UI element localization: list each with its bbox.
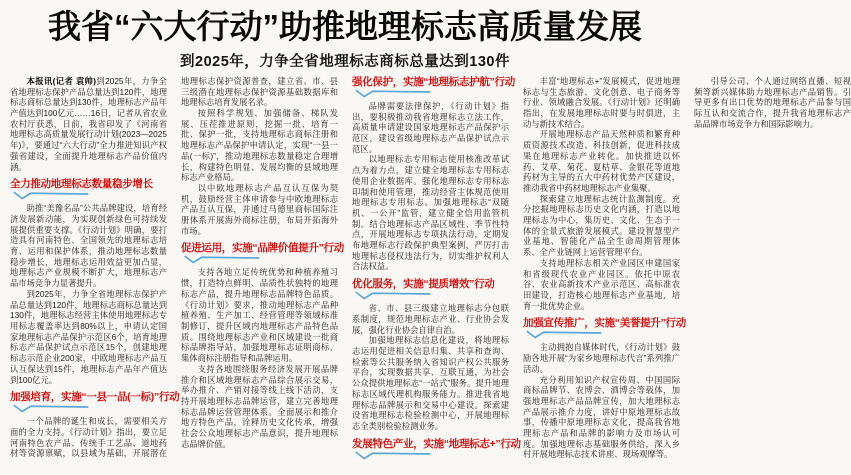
swoosh-icon: [12, 191, 90, 200]
paragraph: 加强地理标志信息化建设，将地理标志运用促进相关信息归集、共享和查询、检索等公共服务纳入省知识产权公共服务平台，实现数据共享、互联互通，为社会公众提供地理标志“一站式”服务。提升地理标志区域代理机构服务能力。推进我省地理标志品牌展示和交易中心建设。探索建设省地理标志检验检测中心，开展地理标志全类别检验检测业务。: [352, 335, 509, 431]
section-heading-text: 强化保护，实施“地理标志护航”行动: [352, 75, 515, 88]
section-heading-text: 促进运用，实施“品牌价值提升”行动: [181, 242, 344, 255]
paragraph: 引导公司、个人通过网络直播、短视频等新兴媒体助力地理标志产品销售。引导更多有出口优势的地理标志产品参与国际互认和交流合作，提升我省地理标志产品品牌市场竞争力和国际影响力。: [694, 75, 851, 129]
section-heading-text: 全力推动地理标志数量稳步增长: [10, 178, 153, 191]
article-body: [10, 75, 851, 468]
paragraph: 省、市、县三级建立地理标志分包联系制度，规范地理标志产业、行业协会发展，强化行业协会自律自治。: [352, 303, 509, 335]
paragraph: 以中欧地理标志产品互认互保为契机，鼓励经营主体申请参与中欧地理标志产品互认互保，并通过马德里商标国际注册体系开展海外商标注册，布局开拓海外市场。: [181, 182, 338, 236]
section-heading-text: 加强宣传推广，实施“美誉提升”行动: [523, 317, 686, 330]
paragraph: 到2025年，力争全省地理标志保护产品总量达到120件，地理标志商标总量达到130件，地理标志经营主体使用地理标志专用标志覆盖率达到80%以上，申请认定国家地理标志产品保护示范区6个，培育地理标志产品保护试点示范区15个，创建地理标志示范企业200家，中欧地理标志产品互认互保达到15件，地理标志产品年产值达到100亿元。: [10, 288, 167, 385]
paragraph: 支持各地立足传统优势和种植养殖习惯，打造特点鲜明、品质性状独特的地理标志产品，提升地理标志品牌特色品质。《行动计划》要求，推动地理标志产品种植养殖、生产加工、经营管理等领域标准制修订，提升区域内地理标志产品特色品质。围绕地理标志产业和区域建设一批商标品牌指导站，加强地理标志证明商标、集体商标注册指导和品牌运用。: [181, 267, 338, 364]
section-heading-2: [10, 391, 180, 413]
section-heading-text: 加强培育，实施“一县一品(一标)”行动: [10, 391, 180, 404]
section-heading-1: [10, 178, 167, 200]
swoosh-icon: [525, 330, 603, 339]
paragraph: 助推“美豫名品”公共品牌建设，培育经济发展新动能，为实现创新绿色可持续发展提供重要支撑。《行动计划》明确，要打造具有河南特色、全国领先的地理标志培育、运用和保护体系，推动地理标志数量稳步增长，地理标志运用效益更加凸显，地理标志产业规模不断扩大，地理标志产品市场竞争力显著提升。: [10, 203, 167, 289]
paragraph: 支持地理标志相关产业园区申建国家和省级现代农业产业园区。依托中原农谷、农业高新技术产业示范区、高标准农田建设，打造核心地理标志产业基地，培育一批优势企业。: [523, 257, 680, 311]
section-heading-5: [352, 278, 509, 300]
paragraph: 开展地理标志产品天然种质和繁育种质资源技术改造、科技创新，促进科技成果在地理标志产业转化。加快推进以怀药、艾草、菊花、夏枯草、金银花等道地药材为主导的五大中药材优势产区建设，推动我省中药材地理标志产业集聚。: [523, 129, 680, 193]
paragraph: 按照科学规划、加强储备、梯队发展、压茬推进原则，挖掘一批、培育一批、保护一批，支持地理标志商标注册和地理标志产品保护申请认定，实现“一县一品(一标)”，推动地理标志数量稳定合理增长，构建特色明显、发展均衡的县域地理标志产业格局。: [181, 108, 338, 183]
section-heading-7: [523, 317, 686, 339]
lead-text: 到2025年，力争全省地理标志保护产品总量达到120件，地理标志商标总量达到130件，地理标志产品年产值达到100亿元……16日，记者从省农业农村厅获悉，日前，我省印发了《河南省地理标志高质量发展行动计划(2023—2025年)》，要通过“六大行动”全力推进知识产权强省建设，全面提升地理标志产品价值内涵。: [10, 75, 167, 172]
article-title: 我省“六大行动”助推地理标志高质量发展: [48, 8, 642, 45]
swoosh-icon: [354, 89, 432, 98]
swoosh-icon: [354, 451, 432, 460]
section-heading-3: [181, 242, 344, 264]
paragraph: 品牌需要法律保护，《行动计划》指出，要积极推动我省地理标志立法工作，高质量申请建设国家地理标志产品保护示范区，建设省级地理标志产品保护试点示范区。: [352, 100, 509, 154]
paragraph: 主动拥抱自媒体时代，《行动计划》鼓励各地开展“为家乡地理标志代言”系列推广活动。: [523, 342, 680, 374]
swoosh-icon: [354, 291, 432, 300]
paragraph: 支持各地围绕服务经济发展开展品牌推介和区域地理标志产品综合展示交易，举办推介、产销对接等线上线下活动，支持开展地理标志品牌运营，建立完善地理标志品牌运营管理体系。全面展示和推介地方特色产品，诠释历史文化传承，增强社会公众地理标志产品意识，提升地理标志品牌价值。: [181, 363, 338, 449]
section-heading-text: 优化服务，实施“提质增效”行动: [352, 278, 495, 291]
section-heading-4: [352, 75, 515, 98]
section-heading-6: [352, 437, 521, 460]
byline: 本报讯(记者 袁帅): [26, 75, 97, 86]
swoosh-icon: [183, 255, 261, 264]
paragraph: 丰富“地理标志+”发展模式，促进地理标志与生态旅游、文化创意、电子商务等行业、领域融合发展。《行动计划》还明确指出，在发展地理标志时要与时俱进，主动与新技术结合。: [523, 75, 680, 129]
paragraph: 一个品牌的诞生和成长，需要相关方面的全力支持。《行动计划》指出，要立足河南特色农产品、传统手工艺品、道地药材等资源禀赋，以县域为基础，开展潜在地理标志保护资源普查，建立省、市、县三级潜在地理标志保护资源基础数据库和地理标志培育发展名录。: [10, 75, 338, 459]
article-subtitle: 到2025年，力争全省地理标志商标总量达到130件: [180, 53, 510, 70]
article-header: [10, 8, 680, 71]
paragraph: 以地理标志专用标志使用核准改革试点为着力点，建立健全地理标志专用标志使用企业数据库。强化地理标志专用标志印制和使用管理，推动经营主体规范使用地理标志专用标志。加强地理标志“双随机、一公开”监管，建立健全信用监管机制。结合地理标志产品区域性、季节性特点，开展地理标志专项执法行动，定期发布地理标志行政保护典型案例，严厉打击地理标志侵权违法行为，切实维护权利人合法权益。: [352, 154, 509, 272]
section-heading-text: 发展特色产业，实施“地理标志+”行动: [352, 437, 521, 450]
lead-paragraph: [10, 76, 167, 172]
paragraph: 充分利用知识产权宣传周、中国国际商标品牌节、农博会、酒博会等载体，加强地理标志产品品牌宣传，加大地理标志产品展示推介力度，讲好中原地理标志故事，传播中原地理标志文化，提高我省地理标志产品和品牌的影响力及市场认可度。加强地理标志基础服务供给，深入乡村开展地理标志技术讲座、现场观摩等。: [523, 374, 680, 460]
swoosh-icon: [12, 404, 90, 413]
paragraph: 探索建立地理标志统计监测制度。充分挖掘地理标志历史文化内涵，打造以地理标志为中心，集历史、文化、生态于一体的全景式旅游发展模式。建设智慧型产业基地、智能化产品全生命周期管理体系、全产业链网上运营管理平台。: [523, 193, 680, 258]
